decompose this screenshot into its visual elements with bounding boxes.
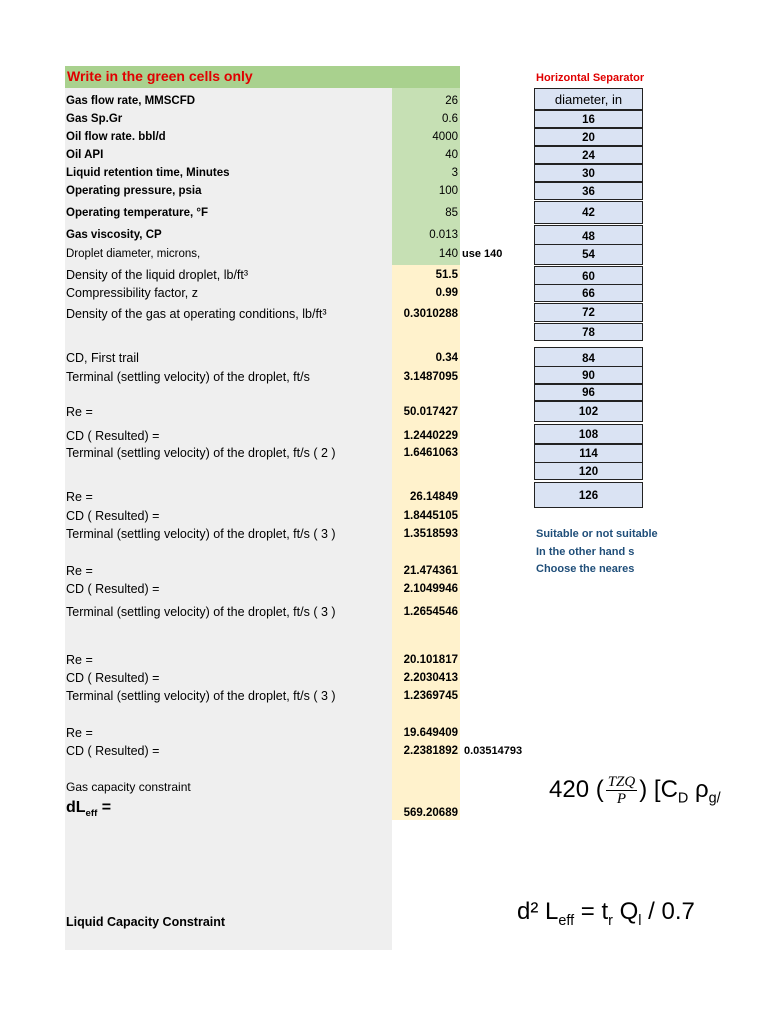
calc-cell[interactable]: 26.14849 (410, 491, 458, 503)
calc-label: CD, First trail (66, 351, 139, 365)
diameter-cell[interactable]: 78 (534, 323, 643, 341)
separator-title: Horizontal Separator (536, 72, 645, 84)
dl-text: dL (66, 799, 86, 816)
formula-fraction (606, 774, 638, 807)
diameter-cell[interactable]: 90 (534, 366, 643, 384)
calc-label: Terminal (settling velocity) of the droplet, ft/s (66, 370, 310, 384)
calc-cell[interactable]: 20.101817 (403, 654, 458, 666)
droplet-note: use 140 (462, 248, 503, 260)
diameter-cell[interactable]: 24 (534, 146, 643, 164)
calc-label: Terminal (settling velocity) of the droplet, ft/s ( 3 ) (66, 605, 336, 619)
calc-label: Terminal (settling velocity) of the droplet, ft/s ( 3 ) (66, 689, 336, 703)
calc-label: Re = (66, 726, 93, 740)
calc-label: Terminal (settling velocity) of the droplet, ft/s ( 2 ) (66, 446, 336, 460)
diameter-cell[interactable]: 108 (534, 424, 643, 444)
input-cell[interactable]: 0.6 (442, 113, 458, 125)
calc-cell[interactable]: 1.2369745 (403, 690, 458, 702)
formula-paren-close: ) (639, 775, 648, 803)
calc-label: Re = (66, 405, 93, 419)
liquid-capacity-formula (517, 898, 695, 929)
formula2-mid: = t (574, 898, 609, 925)
calc-cell[interactable]: 21.474361 (403, 565, 458, 577)
formula-tail2-sub: g/ (708, 790, 721, 807)
input-cell[interactable]: 0.013 (429, 229, 458, 241)
input-cell[interactable]: 3 (451, 167, 458, 179)
gas-capacity-label: Gas capacity constraint (66, 780, 191, 794)
calc-label: CD ( Resulted) = (66, 429, 160, 443)
separator-note: In the other hand s (536, 546, 635, 558)
formula2-q: Q (612, 898, 639, 925)
instruction-text: Write in the green cells only (67, 68, 253, 84)
formula2-mid-sub: r (608, 912, 613, 929)
diameter-cell[interactable]: 16 (534, 110, 643, 128)
diameter-cell[interactable]: 60 (534, 266, 643, 287)
input-label: Gas flow rate, MMSCFD (66, 95, 196, 107)
diameter-cell[interactable]: 84 (534, 347, 643, 370)
formula-tail2: ρ (688, 775, 709, 803)
calc-cell[interactable]: 1.6461063 (403, 447, 458, 459)
diameter-cell[interactable]: 20 (534, 128, 643, 146)
calc-cell[interactable]: 50.017427 (403, 406, 458, 418)
diameter-header: diameter, in (534, 88, 643, 110)
diameter-cell[interactable]: 54 (534, 244, 643, 265)
diameter-cell[interactable]: 36 (534, 182, 643, 200)
calc-cell[interactable]: 1.8445105 (403, 510, 458, 522)
dl-equals: = (97, 799, 112, 816)
formula-denominator: P (616, 791, 627, 807)
extra-value[interactable]: 0.03514793 (464, 745, 523, 757)
dl-subscript: eff (85, 808, 98, 820)
calc-label: CD ( Resulted) = (66, 744, 160, 758)
calc-cell[interactable]: 2.2381892 (403, 745, 458, 757)
diameter-cell[interactable]: 120 (534, 462, 643, 480)
calc-cell[interactable]: 51.5 (435, 269, 458, 281)
calc-cell[interactable]: 19.649409 (403, 727, 458, 739)
input-cell[interactable]: 40 (445, 149, 458, 161)
calc-cell[interactable]: 1.2654546 (403, 606, 458, 618)
instruction-header (65, 66, 460, 88)
calc-cell[interactable]: 2.1049946 (403, 583, 458, 595)
input-label: Operating temperature, °F (66, 207, 208, 219)
calc-cell[interactable]: 3.1487095 (403, 371, 458, 383)
diameter-cell[interactable]: 126 (534, 482, 643, 508)
calc-cell[interactable]: 0.3010288 (403, 308, 458, 320)
calc-cell[interactable]: 0.99 (435, 287, 458, 299)
calc-label: Re = (66, 564, 93, 578)
calc-cell[interactable]: 0.34 (435, 352, 458, 364)
input-label: Gas viscosity, CP (66, 229, 162, 241)
calc-label: Re = (66, 653, 93, 667)
calc-cell[interactable]: 2.2030413 (403, 672, 458, 684)
diameter-cell[interactable]: 30 (534, 164, 643, 182)
calc-cell[interactable]: 1.2440229 (403, 430, 458, 442)
calc-label: CD ( Resulted) = (66, 671, 160, 685)
diameter-cell[interactable]: 96 (534, 384, 643, 401)
input-label: Gas Sp.Gr (66, 113, 123, 125)
liquid-capacity-label: Liquid Capacity Constraint (66, 915, 226, 929)
diameter-cell[interactable]: 102 (534, 401, 643, 422)
formula2-q-sub: l (638, 912, 642, 929)
calc-label: Re = (66, 490, 93, 504)
input-label: Oil API (66, 149, 104, 161)
diameter-cell[interactable]: 48 (534, 225, 643, 248)
calc-label: CD ( Resulted) = (66, 509, 160, 523)
input-label: Liquid retention time, Minutes (66, 167, 230, 179)
input-cell[interactable]: 26 (445, 95, 458, 107)
diameter-cell[interactable]: 72 (534, 303, 643, 322)
input-cell[interactable]: 140 (438, 248, 458, 260)
input-label: Operating pressure, psia (66, 185, 202, 197)
formula-coefficient: 420 (549, 775, 590, 803)
calc-label: Terminal (settling velocity) of the droplet, ft/s ( 3 ) (66, 527, 336, 541)
separator-note: Choose the neares (536, 563, 635, 575)
calc-label: Compressibility factor, z (66, 286, 198, 300)
dl-eff-value[interactable]: 569.20689 (403, 807, 458, 819)
input-cell[interactable]: 4000 (432, 131, 458, 143)
calc-label: Density of the liquid droplet, lb/ft³ (66, 268, 249, 282)
formula-numerator: TZQ (607, 774, 636, 790)
dl-eff-label (66, 799, 111, 823)
formula-tail: [C (653, 775, 678, 803)
input-cell[interactable]: 85 (445, 207, 458, 219)
calc-label: CD ( Resulted) = (66, 582, 160, 596)
diameter-cell[interactable]: 114 (534, 444, 643, 463)
formula-tail-sub: D (677, 790, 689, 807)
input-cell[interactable]: 100 (438, 185, 458, 197)
formula2-sub: eff (558, 912, 575, 929)
formula2-end: / 0.7 (641, 898, 695, 925)
formula-paren-open: ( (595, 775, 604, 803)
separator-note: Suitable or not suitable (536, 528, 658, 540)
diameter-cell[interactable]: 42 (534, 201, 643, 224)
input-label: Oil flow rate. bbl/d (66, 131, 166, 143)
input-label: Droplet diameter, microns, (66, 248, 201, 260)
formula2-start: d² L (517, 898, 559, 925)
diameter-cell[interactable]: 66 (534, 284, 643, 302)
calc-cell[interactable]: 1.3518593 (403, 528, 458, 540)
calc-label: Density of the gas at operating conditions, lb/ft³ (66, 307, 327, 321)
gas-capacity-formula (549, 774, 768, 826)
